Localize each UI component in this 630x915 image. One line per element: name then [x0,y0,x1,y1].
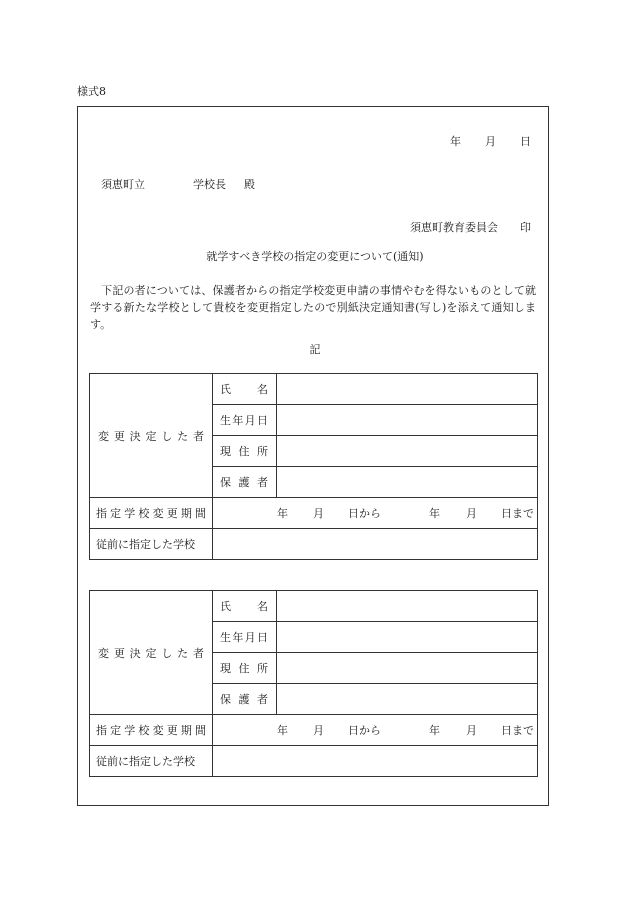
name-label-cell [213,374,277,405]
body-text [90,282,536,333]
birthdate-label: 生 年 月 日 [220,631,268,644]
period-to: 日まで [501,724,534,737]
name-label: 氏 名 [220,383,268,396]
previous-school-label: 従前に指定した学校 [96,538,195,551]
period-label: 指 定 学 校 変 更 期 間 [96,507,206,520]
group-label-cell [90,374,213,498]
address-label: 現 住 所 [220,662,268,675]
birthdate-value-cell[interactable] [277,622,538,653]
period-month2: 月 [466,507,477,520]
guardian-label-cell [213,467,277,498]
date-month: 月 [485,135,496,148]
record-table-1 [89,373,538,560]
period-month: 月 [313,507,324,520]
period-year: 年 [277,724,288,737]
addressee-town: 須恵町立 [101,178,145,191]
period-value-cell[interactable] [213,498,538,529]
address-value-cell[interactable] [277,436,538,467]
name-value-cell[interactable] [277,374,538,405]
issuer-name: 須恵町教育委員会 [410,221,498,234]
birthdate-label-cell [213,622,277,653]
address-value-cell[interactable] [277,653,538,684]
period-from: 日から [348,507,381,520]
period-month: 月 [313,724,324,737]
previous-school-value-cell[interactable] [213,746,538,777]
previous-school-label-cell [90,746,213,777]
form-number-label: 様式8 [77,85,106,98]
record-table-2 [89,590,538,777]
period-month2: 月 [466,724,477,737]
period-from: 日から [348,724,381,737]
period-value-cell[interactable] [213,715,538,746]
issuer-seal: 印 [520,221,531,234]
previous-school-value-cell[interactable] [213,529,538,560]
name-label-cell [213,591,277,622]
period-year2: 年 [429,507,440,520]
group-label: 変 更 決 定 し た 者 [98,646,204,660]
period-year2: 年 [429,724,440,737]
group-label: 変 更 決 定 し た 者 [98,429,204,443]
body-paragraph: 下記の者については、保護者からの指定学校変更申請の事情やむを得ないものとして就学する新たな学校として貴校を変更指定したので別紙決定通知書(写し)を添えて通知します。 [90,284,536,331]
period-year: 年 [277,507,288,520]
name-value-cell[interactable] [277,591,538,622]
address-label-cell [213,436,277,467]
birthdate-value-cell[interactable] [277,405,538,436]
issuer [410,222,531,233]
date-year: 年 [450,135,461,148]
birthdate-label: 生 年 月 日 [220,414,268,427]
name-label: 氏 名 [220,600,268,613]
address-label-cell [213,653,277,684]
addressee-honorific: 殿 [244,178,255,191]
addressee-principal: 学校長 [193,178,226,191]
period-to: 日まで [501,507,534,520]
guardian-value-cell[interactable] [277,684,538,715]
previous-school-label: 従前に指定した学校 [96,755,195,768]
birthdate-label-cell [213,405,277,436]
period-label-cell [90,715,213,746]
guardian-label: 保 護 者 [220,476,268,489]
group-label-cell [90,591,213,715]
document-title: 就学すべき学校の指定の変更について(通知) [206,250,424,263]
ki-heading: 記 [309,343,321,356]
guardian-label: 保 護 者 [220,693,268,706]
previous-school-label-cell [90,529,213,560]
period-label-cell [90,498,213,529]
period-label: 指 定 学 校 変 更 期 間 [96,724,206,737]
date-line [426,136,531,147]
guardian-label-cell [213,684,277,715]
date-day: 日 [520,135,531,148]
addressee [101,179,255,190]
address-label: 現 住 所 [220,445,268,458]
guardian-value-cell[interactable] [277,467,538,498]
